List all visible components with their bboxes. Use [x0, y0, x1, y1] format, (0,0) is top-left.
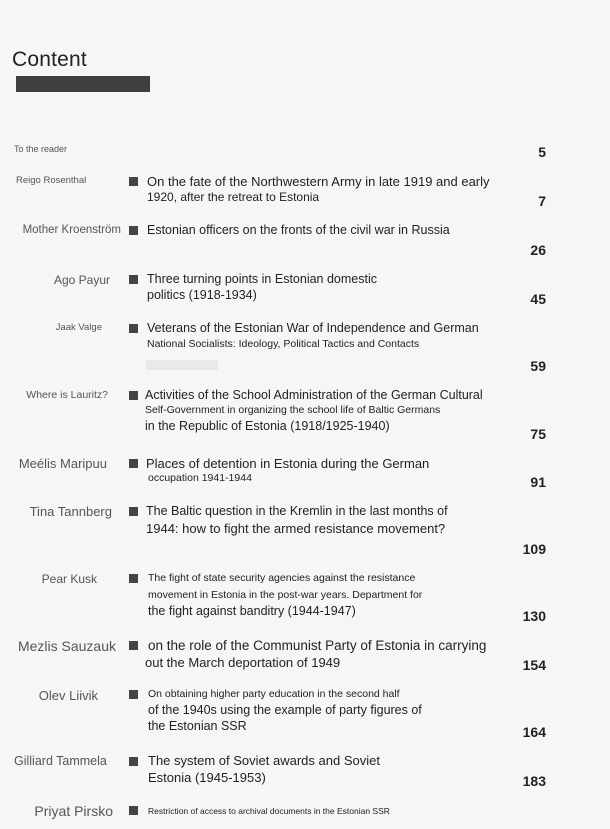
- entry-title-line: The system of Soviet awards and Soviet: [148, 753, 380, 768]
- entry-title-line: out the March deportation of 1949: [145, 655, 341, 670]
- entry-title: [148, 806, 518, 816]
- entry-page-number: 164: [522, 724, 546, 740]
- entry-title-line: the fight against banditry (1944-1947): [148, 604, 356, 618]
- entry-page-number: 109: [522, 541, 546, 557]
- entry-title-line: Restriction of access to archival documents in the Estonian SSR: [148, 806, 390, 816]
- entry-title-line: Activities of the School Administration of the German Cultural: [145, 388, 483, 402]
- entry-title-line: The Baltic question in the Kremlin in the last months of: [146, 504, 448, 518]
- entry-author: Reigo Rosenthal: [16, 175, 87, 186]
- entry-page-number: 5: [538, 144, 546, 160]
- entry-author: Pear Kusk: [41, 572, 97, 586]
- entry-title-line: National Socialists: Ideology, Political Tactics and Contacts: [147, 338, 420, 350]
- entry-title: [148, 688, 518, 733]
- entry-page-number: 183: [522, 773, 546, 789]
- entry-author: Meélis Maripuu: [18, 456, 107, 471]
- entry-page-number: 75: [530, 426, 546, 442]
- entry-title-line: 1944: how to fight the armed resistance movement?: [146, 521, 446, 536]
- entry-page-number: 7: [538, 193, 546, 209]
- entry-title: [147, 321, 517, 350]
- bullet-icon: [129, 459, 138, 468]
- entry-author: Olev Liivik: [38, 688, 98, 703]
- entry-title: [145, 638, 515, 670]
- bullet-icon: [129, 391, 138, 400]
- entry-title: [146, 456, 516, 484]
- entry-title-line: of the 1940s using the example of party figures of: [148, 703, 422, 717]
- entry-title-line: 1920, after the retreat to Estonia: [147, 190, 320, 204]
- entry-page-number: 154: [522, 657, 546, 673]
- entry-page-number: 130: [522, 608, 546, 624]
- entry-title-line: the Estonian SSR: [148, 719, 247, 733]
- entry-title: [148, 572, 518, 618]
- entry-title-line: The fight of state security agencies against the resistance: [148, 572, 416, 584]
- entry-title: [147, 272, 517, 302]
- bullet-icon: [129, 757, 138, 766]
- entry-title-line: On obtaining higher party education in the second half: [148, 688, 400, 700]
- entry-author: Gilliard Tammela: [14, 754, 107, 768]
- entry-title: [147, 174, 517, 204]
- entry-author: To the reader: [14, 144, 68, 154]
- bullet-icon: [129, 574, 138, 583]
- page-title: Content: [12, 48, 87, 71]
- entry-page-number: 26: [530, 242, 546, 258]
- paper-smudge: [146, 360, 218, 370]
- entry-title-line: on the role of the Communist Party of Estonia in carrying: [148, 638, 487, 653]
- bullet-icon: [129, 275, 138, 284]
- entry-title: [148, 753, 518, 785]
- entry-title-line: On the fate of the Northwestern Army in late 1919 and early: [147, 174, 490, 189]
- entry-page-number: 59: [530, 358, 546, 374]
- bullet-icon: [129, 806, 138, 815]
- entry-title: [145, 388, 515, 433]
- entry-title-line: Estonia (1945-1953): [148, 770, 266, 785]
- entry-author: Tina Tannberg: [29, 504, 112, 519]
- entry-author: Mezlis Sauzauk: [17, 638, 116, 654]
- entry-title-line: movement in Estonia in the post-war years. Department for: [148, 589, 423, 601]
- bullet-icon: [129, 324, 138, 333]
- entry-author: Jaak Valge: [55, 322, 102, 333]
- entry-title-line: in the Republic of Estonia (1918/1925-1940): [145, 419, 390, 433]
- entry-author: Mother Kroenström: [22, 224, 121, 236]
- entry-title-line: Places of detention in Estonia during the German: [146, 456, 430, 471]
- entry-title: [147, 223, 517, 237]
- entry-title: [146, 504, 516, 536]
- entry-author: Priyat Pirsko: [34, 803, 113, 819]
- entry-page-number: 91: [530, 474, 546, 490]
- bullet-icon: [129, 226, 138, 235]
- redaction-bar: [16, 76, 150, 92]
- bullet-icon: [129, 690, 138, 699]
- entry-page-number: 45: [530, 291, 546, 307]
- bullet-icon: [129, 177, 138, 186]
- bullet-icon: [129, 641, 138, 650]
- entry-title-line: Three turning points in Estonian domestic: [147, 272, 377, 286]
- entry-title-line: Veterans of the Estonian War of Independence and German: [147, 321, 479, 335]
- entry-title-line: Estonian officers on the fronts of the civil war in Russia: [147, 223, 450, 237]
- entry-title-line: politics (1918-1934): [147, 288, 257, 302]
- entry-title-line: Self-Government in organizing the school life of Baltic Germans: [145, 404, 441, 416]
- entry-author: Ago Payur: [53, 273, 110, 287]
- entry-title-line: occupation 1941-1944: [148, 472, 252, 484]
- entry-author: Where is Lauritz?: [26, 389, 108, 401]
- bullet-icon: [129, 507, 138, 516]
